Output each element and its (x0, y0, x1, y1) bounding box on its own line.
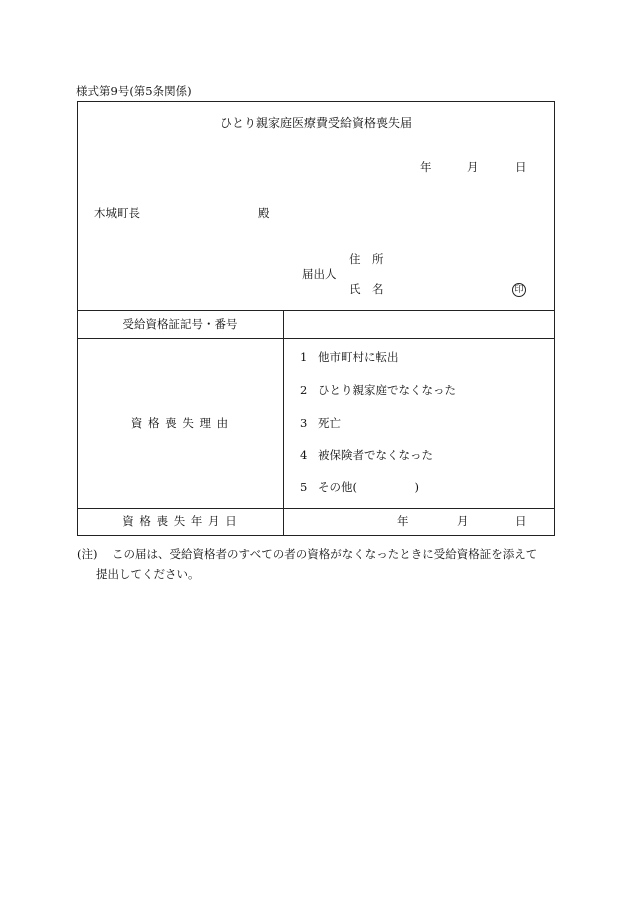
reason-number: 5 (300, 480, 308, 494)
loss-day-label: 日 (515, 514, 527, 528)
form-title: ひとり親家庭医療費受給資格喪失届 (219, 116, 412, 130)
reason-text: ひとり親家庭でなくなった (318, 383, 456, 397)
divider-reason-top (77, 338, 555, 339)
certificate-number-label: 受給資格証記号・番号 (122, 317, 238, 331)
reason-number: 1 (300, 350, 308, 364)
name-label: 氏 名 (349, 282, 384, 296)
addressee-honorific: 殿 (258, 206, 270, 220)
loss-reason-label: 資 格 喪 失 理 由 (130, 416, 230, 430)
applicant-label: 届出人 (302, 267, 337, 281)
reason-number: 3 (300, 416, 308, 430)
column-divider (283, 310, 284, 536)
loss-date-label: 資 格 喪 失 年 月 日 (122, 514, 238, 528)
addressee-name: 木城町長 (94, 206, 140, 220)
reason-number: 4 (300, 448, 308, 462)
address-label: 住 所 (349, 252, 384, 266)
reason-text: 被保険者でなくなった (318, 448, 433, 462)
form-number: 様式第9号(第5条関係) (76, 84, 192, 98)
seal-mark: 印 (512, 283, 526, 297)
note-line-1: この届は、受給資格者のすべての者の資格がなくなったときに受給資格証を添えて (112, 547, 538, 561)
divider-date-top (77, 508, 555, 509)
divider-certificate-top (77, 310, 555, 311)
reason-text: 他市町村に転出 (318, 350, 399, 364)
submit-month-label: 月 (467, 160, 479, 174)
loss-year-label: 年 (397, 514, 409, 528)
submit-day-label: 日 (515, 160, 527, 174)
submit-year-label: 年 (420, 160, 432, 174)
loss-month-label: 月 (457, 514, 469, 528)
reason-number: 2 (300, 383, 308, 397)
note-prefix: (注) (77, 547, 98, 561)
note-line-2: 提出してください。 (96, 567, 200, 581)
reason-text: 死亡 (318, 416, 341, 430)
reason-text: その他( ) (318, 480, 419, 494)
